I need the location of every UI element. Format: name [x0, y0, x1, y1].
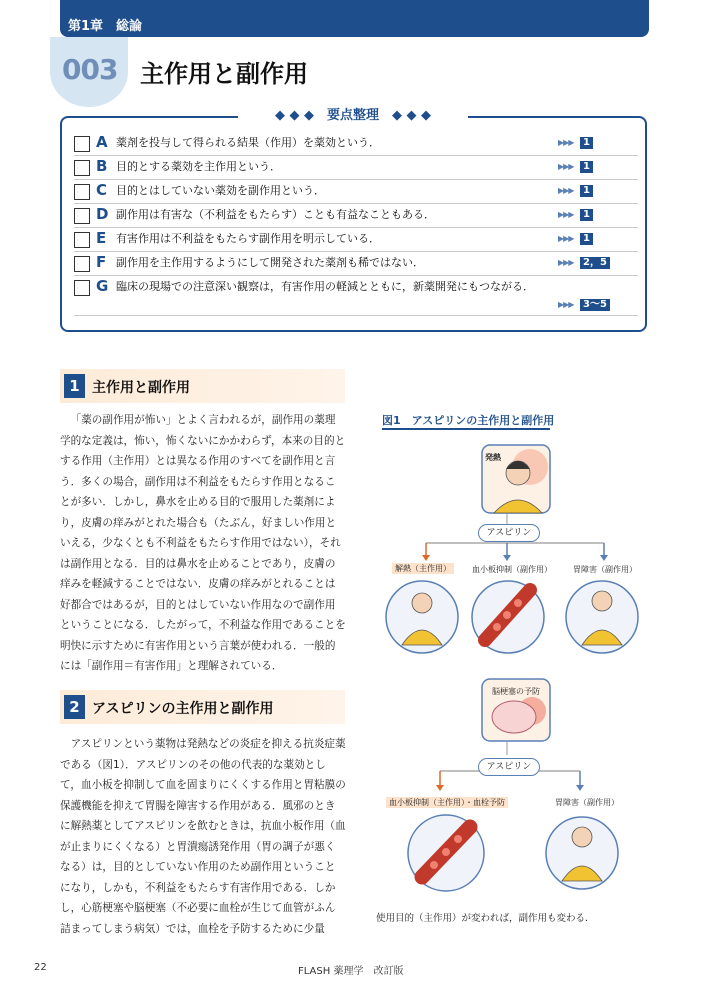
arrow-icon: ▶▶▶ [558, 186, 574, 195]
aspirin-pill-bottom: アスピリン [478, 758, 540, 776]
arrow-icon: ▶▶▶ [558, 300, 574, 309]
keypoint-letter: D [96, 205, 109, 223]
keypoint-row [74, 253, 638, 276]
figure-label: 図1 アスピリンの主作用と副作用 [382, 414, 555, 427]
checkbox[interactable] [74, 208, 90, 224]
keypoint-ref[interactable]: 1 [580, 161, 593, 173]
arrow-icon: ▶▶▶ [558, 234, 574, 243]
keypoint-text: 副作用は有害な（不利益をもたらす）ことも有益なこともある． [116, 208, 435, 221]
checkbox[interactable] [74, 280, 90, 296]
arrow-icon: ▶▶▶ [558, 138, 574, 147]
keypoint-row [74, 229, 638, 252]
checkbox[interactable] [74, 160, 90, 176]
keypoint-letter: E [96, 229, 107, 247]
arrow-icon: ▶▶▶ [558, 162, 574, 171]
keypoint-ref[interactable]: 1 [580, 137, 593, 149]
keypoint-text: 副作用を主作用するようにして開発された薬剤も稀ではない． [116, 256, 424, 269]
checkbox[interactable] [74, 184, 90, 200]
keypoint-letter: B [96, 157, 108, 175]
figure-underline [382, 428, 550, 430]
checkbox[interactable] [74, 256, 90, 272]
section-2-body: アスピリンという薬物は発熱などの炎症を抑える抗炎症薬である（図1）．アスピリンのその他の代表的な薬効として，血小板を抑制して血を固まりにくくする作用と胃粘膜の保護機能を抑えて胃腸を障害する作用がある．風邪のときに解熱薬としてアスピリンを飲むときは，抗血小板作用（血が止まりにくくなる）と胃潰瘍誘発作用（胃の調子が悪くなる）は，目的としていない作用のため副作用ということになり，しかも，不利益をもたらす有害作用である．しかし，心筋梗塞や脳梗塞（不必要に血栓が生じて血管がふん詰まってしまう病気）では，血栓を予防するために少量 [60, 738, 346, 935]
keypoint-letter: G [96, 277, 109, 295]
keypoint-ref[interactable]: 1 [580, 209, 593, 221]
effect-bottom-2: 胃障害（副作用） [555, 798, 619, 807]
keypoint-letter: C [96, 181, 108, 199]
section-1-title: 主作用と副作用 [92, 380, 190, 396]
keypoint-letter: A [96, 133, 108, 151]
keypoint-row [74, 133, 638, 156]
keypoint-text: 臨床の現場での注意深い観察は，有害作用の軽減とともに，新薬開発にもつながる． [116, 280, 534, 293]
effect-top-1: 解熱（主作用） [392, 563, 454, 574]
keypoint-ref[interactable]: 3〜5 [580, 299, 610, 311]
keypoints-title: ◆ ◆ ◆ 要点整理 ◆ ◆ ◆ [238, 106, 468, 126]
keypoint-row [74, 205, 638, 228]
stroke-prevention-label: 脳梗塞の予防 [492, 687, 540, 696]
keypoint-text: 薬剤を投与して得られる結果（作用）を薬効という． [116, 136, 380, 149]
effect-top-3: 胃障害（副作用） [573, 565, 637, 574]
keypoint-ref[interactable]: 1 [580, 233, 593, 245]
keypoint-text: 目的とはしていない薬効を副作用という． [116, 184, 325, 197]
checkbox[interactable] [74, 232, 90, 248]
chapter-bar [60, 0, 649, 37]
keypoint-row [74, 157, 638, 180]
brain-icon [492, 701, 536, 733]
keypoint-text: 有害作用は不利益をもたらす副作用を明示している． [116, 232, 380, 245]
keypoint-row [74, 181, 638, 204]
section-2-title: アスピリンの主作用と副作用 [92, 701, 274, 717]
book-title: FLASH 薬理学 改訂版 [298, 966, 404, 977]
keypoint-ref[interactable]: 2，5 [580, 257, 610, 269]
effect-top-2: 血小板抑制（副作用） [472, 565, 552, 574]
keypoint-text: 目的とする薬効を主作用という． [116, 160, 281, 173]
figure-caption: 使用目的（主作用）が変われば，副作用も変わる． [376, 913, 595, 924]
arrow-icon: ▶▶▶ [558, 258, 574, 267]
effect-bottom-1: 血小板抑制（主作用）・血栓予防 [386, 797, 508, 808]
figure-diagram [370, 435, 670, 925]
page-number: 22 [34, 962, 47, 973]
arrow-icon: ▶▶▶ [558, 210, 574, 219]
keypoint-letter: F [96, 253, 107, 271]
page-title: 主作用と副作用 [140, 60, 308, 88]
checkbox[interactable] [74, 136, 90, 152]
section-number: 003 [62, 53, 118, 86]
aspirin-pill-top: アスピリン [478, 524, 540, 542]
keypoint-ref[interactable]: 1 [580, 185, 593, 197]
section-2-number: 2 [64, 695, 85, 719]
keypoint-row [74, 277, 638, 316]
fever-label: 発熱 [485, 453, 501, 462]
chapter-label: 第1章 総論 [68, 19, 143, 34]
section-1-body: 「薬の副作用が怖い」とよく言われるが，副作用の薬理学的な定義は，怖い，怖くないにかかわらず，本来の目的とする作用（主作用）とは異なる作用のすべてを副作用と言う．多くの場合，副作用は不利益をもたらす作用となることが多い．しかし，鼻水を止める目的で服用した薬剤により，皮膚の痒みがとれた場合も（たぶん，好ましい作用といえる，少なくとも不利益をもたらす作用ではない），それは副作用となる．目的は鼻水を止めることであり，皮膚の痒みを軽減することではない．皮膚の痒みがとれることは好都合ではあるが，目的とはしていない作用なので副作用ということになる．したがって，不利益な作用であることを明快に示すために有害作用という言葉が使われる．一般的には「副作用＝有害作用」と理解されている． [60, 414, 346, 672]
section-1-number: 1 [64, 374, 85, 398]
